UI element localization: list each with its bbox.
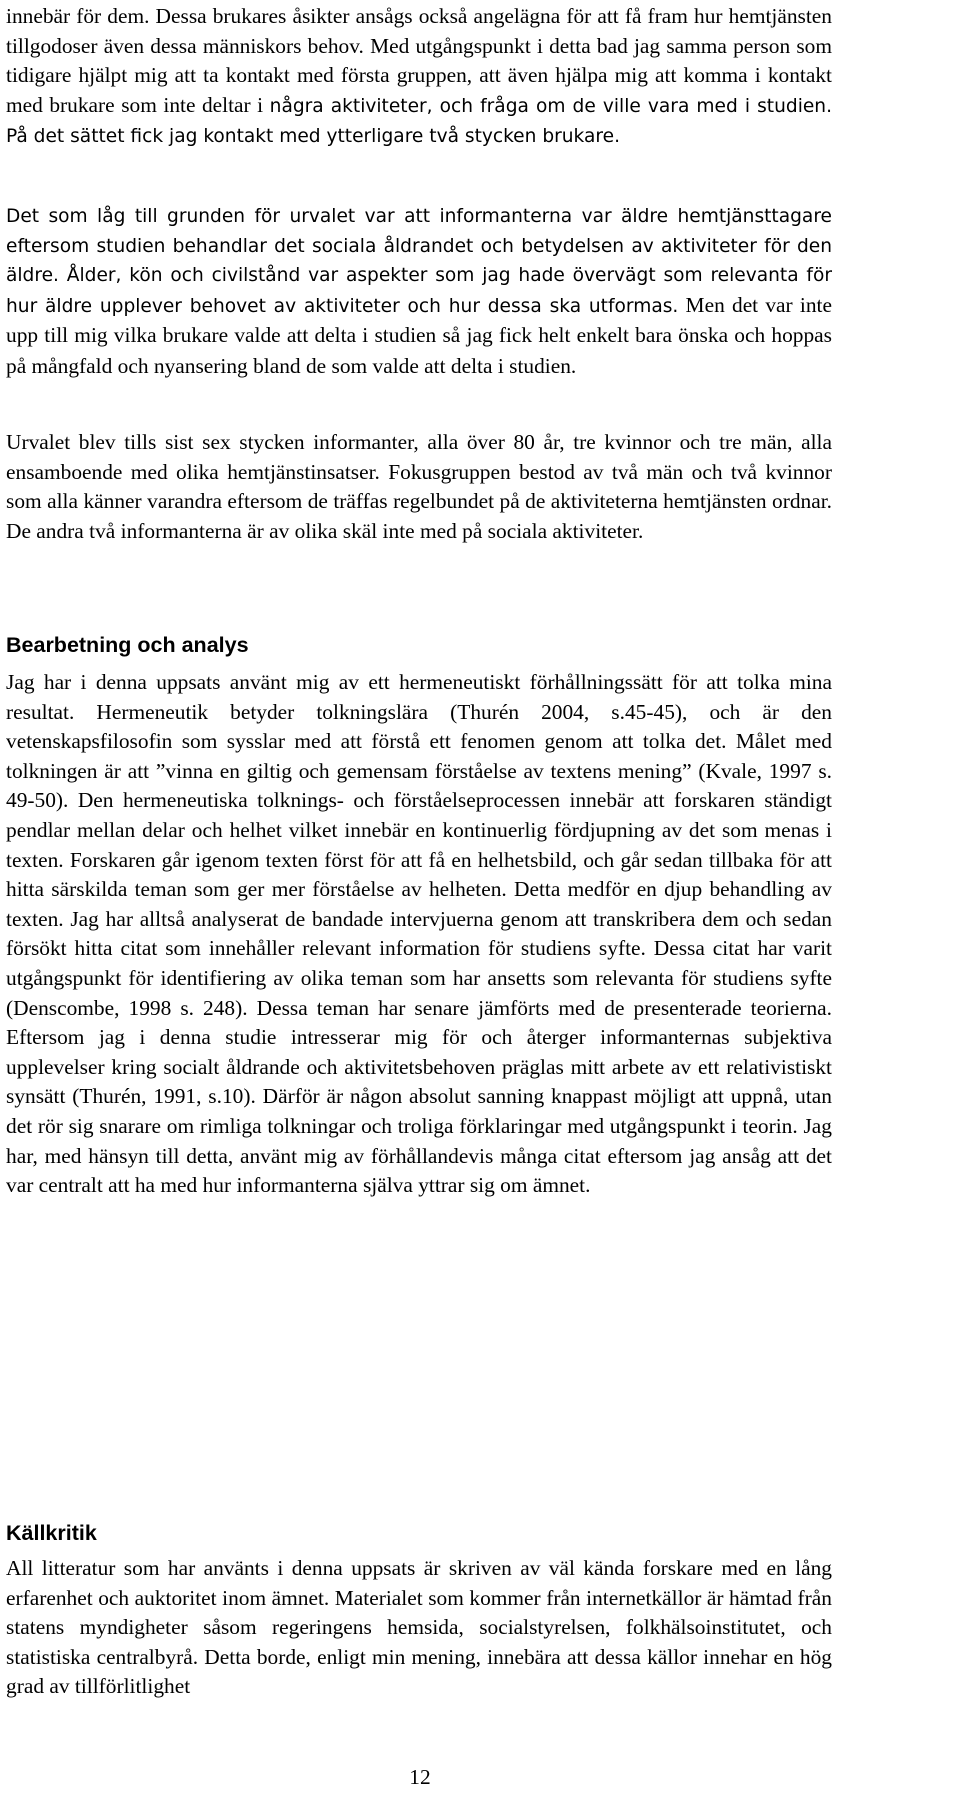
paragraph-informants [6,428,832,546]
paragraph-text: All litteratur som har använts i denna uppsats är skriven av väl kända forskare med en lång erfarenhet och auktoritet inom ämnet. Materialet som kommer från internetkällor är hämtad från statens myndigheter såsom regeringens hemsida, socialstyrelsen, folkhälsoinstitutet, och statistiska centralbyrå. Detta borde, enligt min mening, innebära att dessa källor innehar en hög grad av tillförlitlighet [6,1556,832,1699]
paragraph-text: Jag har i denna uppsats använt mig av ett hermeneutiskt förhållningssätt för att tolka mina resultat. Hermeneutik betyder tolkningslära (Thurén 2004, s.45-45), och är den vetenskapsfilosofin som sysslar med att förstå ett fenomen genom att tolka det. Målet med tolkningen är att ”vinna en giltig och gemensam förståelse av textens mening” (Kvale, 1997 s. 49-50). Den hermeneutiska tolknings- och förståelseprocessen innebär att forskaren ständigt pendlar mellan delar och helhet vilket innebär en kontinuerlig fördjupning av det som menas i texten. Forskaren går igenom texten först för att få en helhetsbild, och går sedan tillbaka för att hitta särskilda teman som ger mer förståelse av helheten. Detta medför en djup behandling av texten. Jag har alltså analyserat de bandade intervjuerna genom att transkribera dem och sedan försökt hitta citat som innehåller relevant information för studiens syfte. Dessa citat har varit utgångspunkt för identifiering av olika teman som har ansetts som relevanta för studiens syfte (Denscombe, 1998 s. 248). Dessa teman har senare jämförts med de presenterade teorierna. Eftersom jag i denna studie intresserar mig för och återger informanternas subjektiva upplevelser kring socialt åldrande och aktivitetsbehoven präglas mitt arbete av ett relativistiskt synsätt (Thurén, 1991, s.10). Därför är någon absolut sanning knappast möjligt att uppnå, utan det rör sig snarare om rimliga tolkningar och troliga förklaringar med utgångspunkt i teorin. Jag har, med hänsyn till detta, använt mig av förhållandevis många citat eftersom jag ansåg att det var centralt att ha med hur informanterna själva yttrar sig om ämnet. [6,670,832,1198]
paragraph-hermeneutics [6,668,832,1201]
page-number: 12 [409,1765,431,1789]
paragraph-text: Det som låg till grunden för urvalet var att informanterna var äldre hemtjänsttagare eftersom studien behandlar det sociala åldrandet och betydelsen av aktiviteter för den äldre. Ålder, kön och civilstånd var aspekter som jag hade övervägt som relevanta för hur äldre upplever behovet av aktiviteter och hur dessa ska utformas. [6,206,832,317]
paragraph-sample-selection [6,2,832,152]
section-heading-analysis: Bearbetning och analys [6,633,249,657]
section-heading-source-criticism: Källkritik [6,1521,97,1545]
paragraph-text: Urvalet blev tills sist sex stycken informanter, alla över 80 år, tre kvinnor och tre män, alla ensamboende med olika hemtjänstinsatser. Fokusgruppen bestod av två män och två kvinnor som alla känner varandra eftersom de träffas regelbundet på de aktiviteterna hemtjänsten ordnar. De andra två informanterna är av olika skäl inte med på sociala aktiviteter. [6,430,832,543]
paragraph-text: innebär för dem. Dessa brukares åsikter ansågs också angelägna för att få fram hur hemtjänsten tillgodoser även dessa människors behov. Med utgångspunkt i detta bad jag samma person som tidigare hjälpt mig att ta kontakt med första gruppen, att även hjälpa mig att komma i kontakt med brukare som inte deltar i [6,4,832,117]
paragraph-text: Men det var inte upp till mig vilka brukare valde att delta i studien så jag fick helt enkelt bara önska och hoppas på mångfald och nyansering bland de som valde att delta i studien. [6,292,832,378]
paragraph-text: några aktiviteter, och fråga om de ville vara med i studien. På det sättet fick jag kontakt med ytterligare två stycken brukare. [6,95,832,148]
paragraph-source-criticism [6,1554,832,1702]
paragraph-selection-criteria [6,202,832,383]
